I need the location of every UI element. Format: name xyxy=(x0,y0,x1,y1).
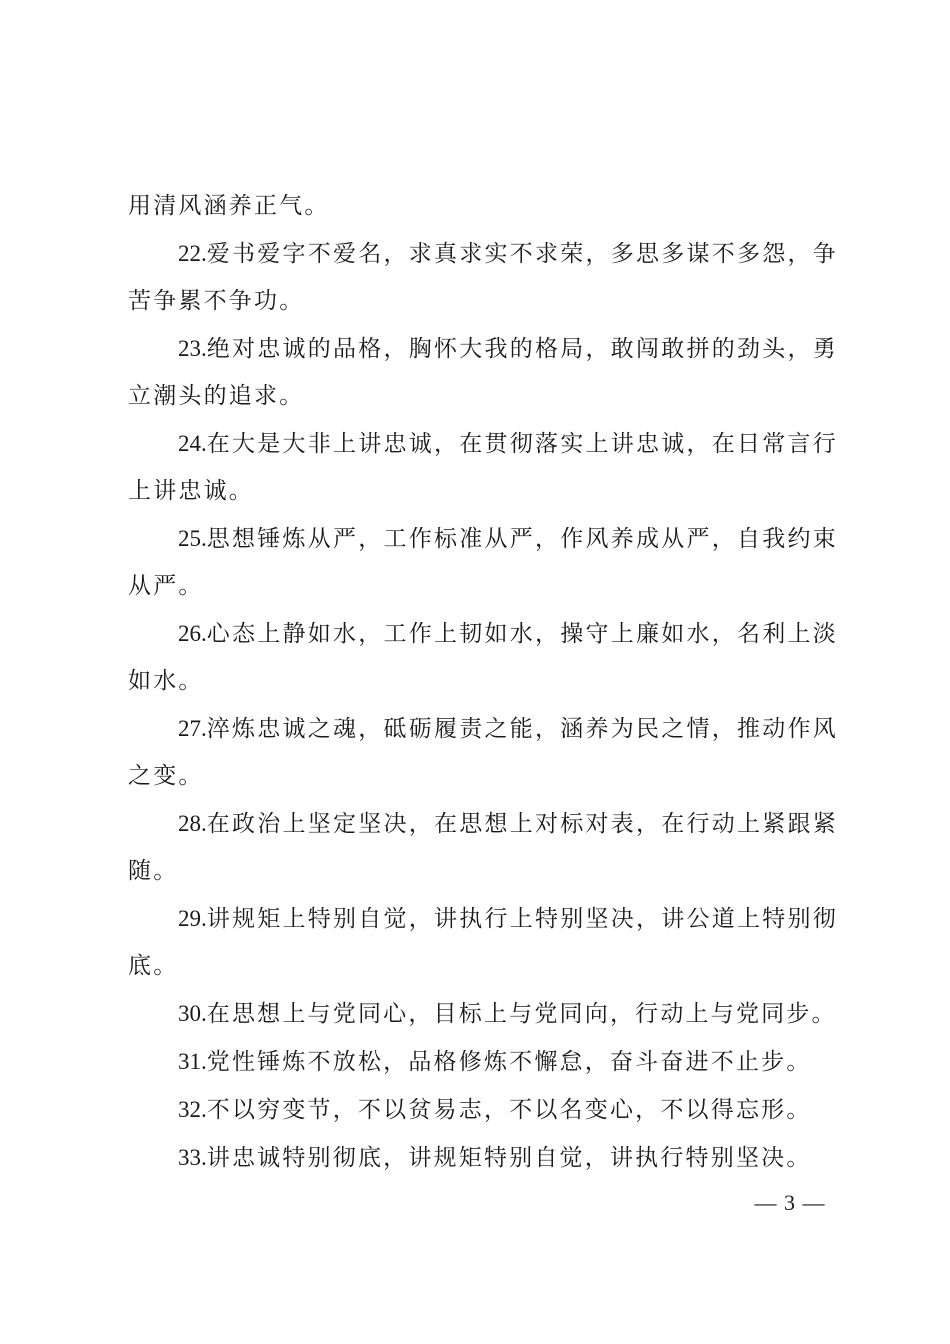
item-number: 26. xyxy=(178,621,207,646)
item-text: 淬炼忠诚之魂，砥砺履责之能，涵养为民之情，推动作风之变。 xyxy=(128,716,838,789)
item-number: 32. xyxy=(178,1097,207,1122)
list-item xyxy=(128,610,838,705)
item-number: 33. xyxy=(178,1145,207,1170)
item-number: 31. xyxy=(178,1049,207,1074)
list-item xyxy=(128,990,838,1038)
page-number: — 3 — xyxy=(754,1190,826,1215)
item-number: 27. xyxy=(178,716,207,741)
item-number: 24. xyxy=(178,431,207,456)
item-number: 29. xyxy=(178,906,207,931)
list-item xyxy=(128,1134,838,1182)
item-text: 心态上静如水，工作上韧如水，操守上廉如水，名利上淡如水。 xyxy=(128,621,838,694)
item-number: 22. xyxy=(178,241,207,266)
item-text: 思想锤炼从严，工作标准从严，作风养成从严，自我约束从严。 xyxy=(128,526,838,599)
list-item xyxy=(128,515,838,610)
list-item xyxy=(128,705,838,800)
item-number: 25. xyxy=(178,526,207,551)
item-text: 在大是大非上讲忠诚，在贯彻落实上讲忠诚，在日常言行上讲忠诚。 xyxy=(128,431,838,504)
continuation-paragraph: 用清风涵养正气。 xyxy=(128,193,330,219)
item-text: 讲忠诚特别彻底，讲规矩特别自觉，讲执行特别坚决。 xyxy=(206,1145,812,1171)
list-item xyxy=(128,420,838,515)
item-text: 爱书爱字不爱名，求真求实不求荣，多思多谋不多怨，争苦争累不争功。 xyxy=(128,241,838,314)
item-number: 30. xyxy=(178,1001,207,1026)
item-text: 绝对忠诚的品格，胸怀大我的格局，敢闯敢拼的劲头，勇立潮头的追求。 xyxy=(128,336,838,409)
list-item xyxy=(128,230,838,325)
item-text: 在政治上坚定坚决，在思想上对标对表，在行动上紧跟紧随。 xyxy=(128,811,838,884)
item-text: 党性锤炼不放松，品格修炼不懈怠，奋斗奋进不止步。 xyxy=(206,1049,812,1075)
item-number: 23. xyxy=(178,336,207,361)
item-number: 28. xyxy=(178,811,207,836)
list-item xyxy=(128,895,838,990)
list-item xyxy=(128,1086,838,1134)
list-item xyxy=(128,325,838,420)
list-item xyxy=(128,800,838,895)
item-text: 不以穷变节，不以贫易志，不以名变心，不以得忘形。 xyxy=(206,1097,812,1123)
item-text: 在思想上与党同心，目标上与党同向，行动上与党同步。 xyxy=(206,1001,837,1027)
document-body xyxy=(128,183,838,1182)
item-text: 讲规矩上特别自觉，讲执行上特别坚决，讲公道上特别彻底。 xyxy=(128,906,838,979)
list-item xyxy=(128,1038,838,1086)
